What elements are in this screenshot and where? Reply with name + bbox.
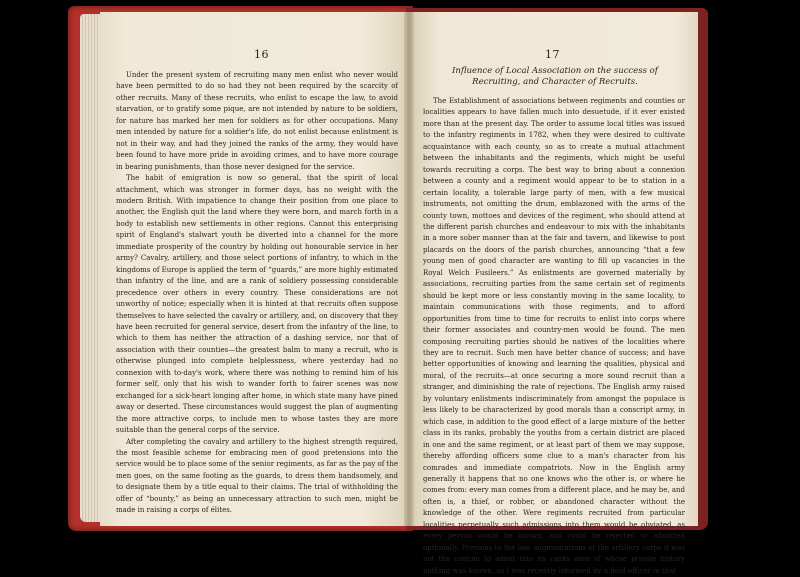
- page-number: 17: [545, 48, 560, 61]
- right-page: [410, 12, 698, 575]
- book-gutter: [404, 12, 414, 526]
- section-heading: Influence of Local Association on the success of Recruiting, and Character of Recruits.: [452, 66, 658, 87]
- page-number: 16: [254, 48, 269, 61]
- paragraph: After completing the cavalry and artillery to the highest strength required, the most feasible scheme for embracing men of good pretensions into the service would be to place some of the senior regiments, as far as the pay of the men goes, on the same footing as the guards, to dress them handsomely, and to designate them by a title equal to their claims. The trial of withholding the offer of “bounty,” as being an unnecessary attraction to such men, might be made in raising a corps of élites.: [116, 437, 398, 515]
- page-body: [116, 70, 398, 517]
- paragraph: The Establishment of associations between regiments and counties or localities appears to have fallen much into desuetude, if it ever existed more than at the present day. The order to assume local titles was issued to the infantry regiments in 1782, when they were desired to cultivate acquaintance with each county, so as to create a mutual attachment between the inhabitants and the regiments, which might be useful towards recruiting a corps. The best way to bring about a connexion between a county and a regiment would appear to be to station in a certain locality, a tolerable large party of men, with a few musical instruments, not omitting the drum, emblazoned with the arms of the county town, mottoes and devices of the regiment, who should attend at the different parish churches and endeavour to mix with the inhabitants in a more sober manner than at the fair and tavern, and likewise to post placards on the doors of the parish churches, announcing “that a few young men of good character are wanting to fill up vacancies in the Royal Welch Fusileers.” As enlistments are governed materially by associations, recruiting parties from the same certain set of regiments should be kept more or less constantly moving in the same locality, to maintain communications with those regiments, and to afford opportunities from time to time for recruits to enlist into corps where their former associates and country-men would be found. The men composing recruiting parties should be natives of the localities where they are to recruit. Such men have better chance of success; and have better opportunities of knowing and learning the qualities, physical and moral, of the recruits—at once securing a more sound recruit than a stranger, and diminishing the rate of rejections. The English army raised by voluntary enlistments indiscriminately from amongst the populace is less likely to be characterized by good morals than a conscript army, in which case, in addition to the good effect of a large mixture of the better class in its ranks, probably the youths from a certain district are placed in one and the same regiment, or at least part of them we may suppose, thereby affording officers some clue to a man's character from his comrades and immediate compatriots. Now in the English army generally it happens that no one knows who the other is, or where he comes from: every man comes from a different place, and he may be, and often is, a thief, or robber, or abandoned character without the knowledge of the other. Were regiments recruited from particular localities perpetually such admissions into them would be obviated, as every person would be known, and could be rejected or admitted optionally. Previous to the late augmentations of the artillery corps it was not the custom to admit into its ranks men of whose private history nothing was known, as I was recently informed by a field officer in that: [423, 97, 685, 575]
- page-body: [423, 96, 685, 577]
- left-page: [100, 12, 410, 526]
- paragraph: Under the present system of recruiting many men enlist who never would have been permitted to do so had they not been required by the scarcity of other recruits. Many of these recruits, who enlist to escape the law, to avoid starvation, or to gratify some pique, are not intended by nature to be soldiers, for nature has marked her men for soldiers as for other occupations. Many men intended by nature for a soldier's life, do not enlist because enlistment is not in their way, and had they joined the ranks of the army, they would have been found to have more pride in avoiding crimes, and to have more courage in bearing punishments, than those never designed for the service.: [116, 71, 398, 171]
- paragraph: The habit of emigration is now so general, that the spirit of local attachment, which was stronger in former days, has no weight with the modern British. With impatience to change their position from one place to another, the English quit the land where they were born, and march forth in a body to establish new settlements in other regions. Cannot this enterprising spirit of England's stalwart youth be diverted into a channel for the more immediate prosperity of the country by holding out honourable service in her army? Cavalry, artillery, and those select portions of infantry, to which in the kingdoms of Europe is applied the term of “guards,” are more highly estimated than infantry of the line, and are a rank of soldiery possessing considerable precedence over others in every country. These considerations are not unworthy of notice; especially when it is hinted at that recruits often suppose themselves to have selected the cavalry or artillery, and, on discovery that they have been recruited for general service, desert from the infantry of the line, to which to them has neither the attraction of a dashing service, nor that of association with their counties—the greatest balm to many a recruit, who is otherwise plunged into complete helplessness, where yesterday had no connexion with to-day's work, where there was nothing to remind him of his former self, only that his wish to wander forth to fairer scenes was now exchanged for a sick-heart longing after home, in which state many have pined away or deserted. These circumstances would suggest the plan of augmenting the more attractive corps, to include men to whose tastes they are more suitable than the general corps of the service.: [116, 174, 398, 435]
